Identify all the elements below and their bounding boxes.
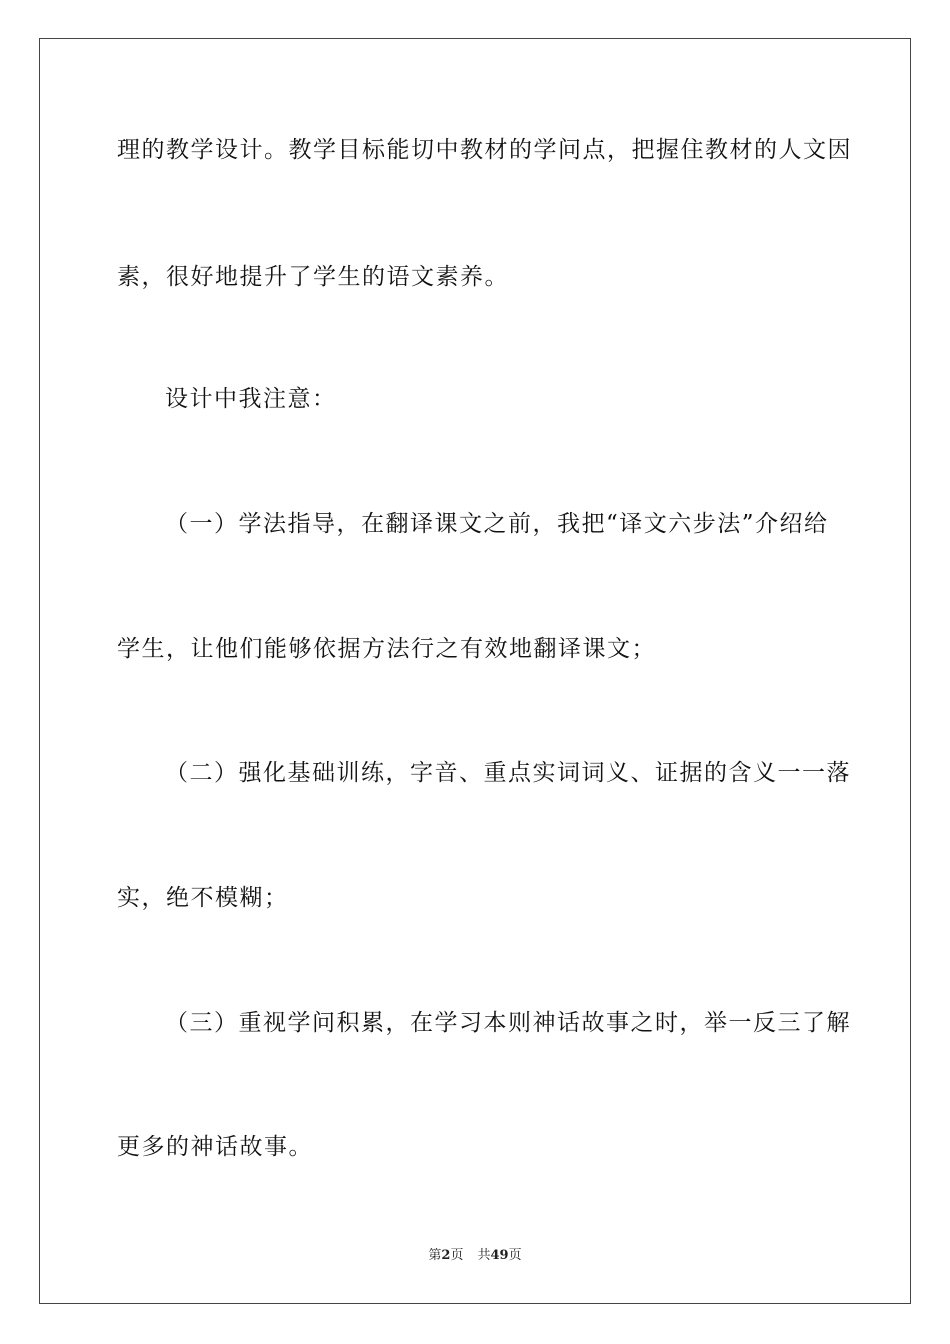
page-footer (0, 1247, 950, 1265)
total-prefix: 共 (477, 1248, 491, 1263)
text-line-2: 素，很好地提升了学生的语文素养。 (117, 264, 509, 290)
page-suffix: 页 (450, 1248, 464, 1263)
text-line-1: 理的教学设计。教学目标能切中教材的学问点，把握住教材的人文因 (117, 137, 852, 163)
page-prefix: 第 (428, 1248, 442, 1263)
page-number: 2 (441, 1248, 451, 1263)
text-line-7: 实，绝不模糊； (117, 885, 289, 911)
text-line-5: 学生，让他们能够依据方法行之有效地翻译课文； (117, 636, 656, 662)
text-line-3: 设计中我注意： (165, 386, 337, 412)
total-pages: 49 (490, 1248, 509, 1263)
page-border (39, 38, 911, 1304)
text-line-9: 更多的神话故事。 (117, 1134, 313, 1160)
text-line-8: （三）重视学问积累，在学习本则神话故事之时，举一反三了解 (165, 1010, 851, 1036)
text-line-4: （一）学法指导，在翻译课文之前，我把“译文六步法”介绍给 (165, 511, 829, 537)
text-line-6: （二）强化基础训练，字音、重点实词词义、证据的含义一一落 (165, 760, 851, 786)
total-suffix: 页 (508, 1248, 522, 1263)
